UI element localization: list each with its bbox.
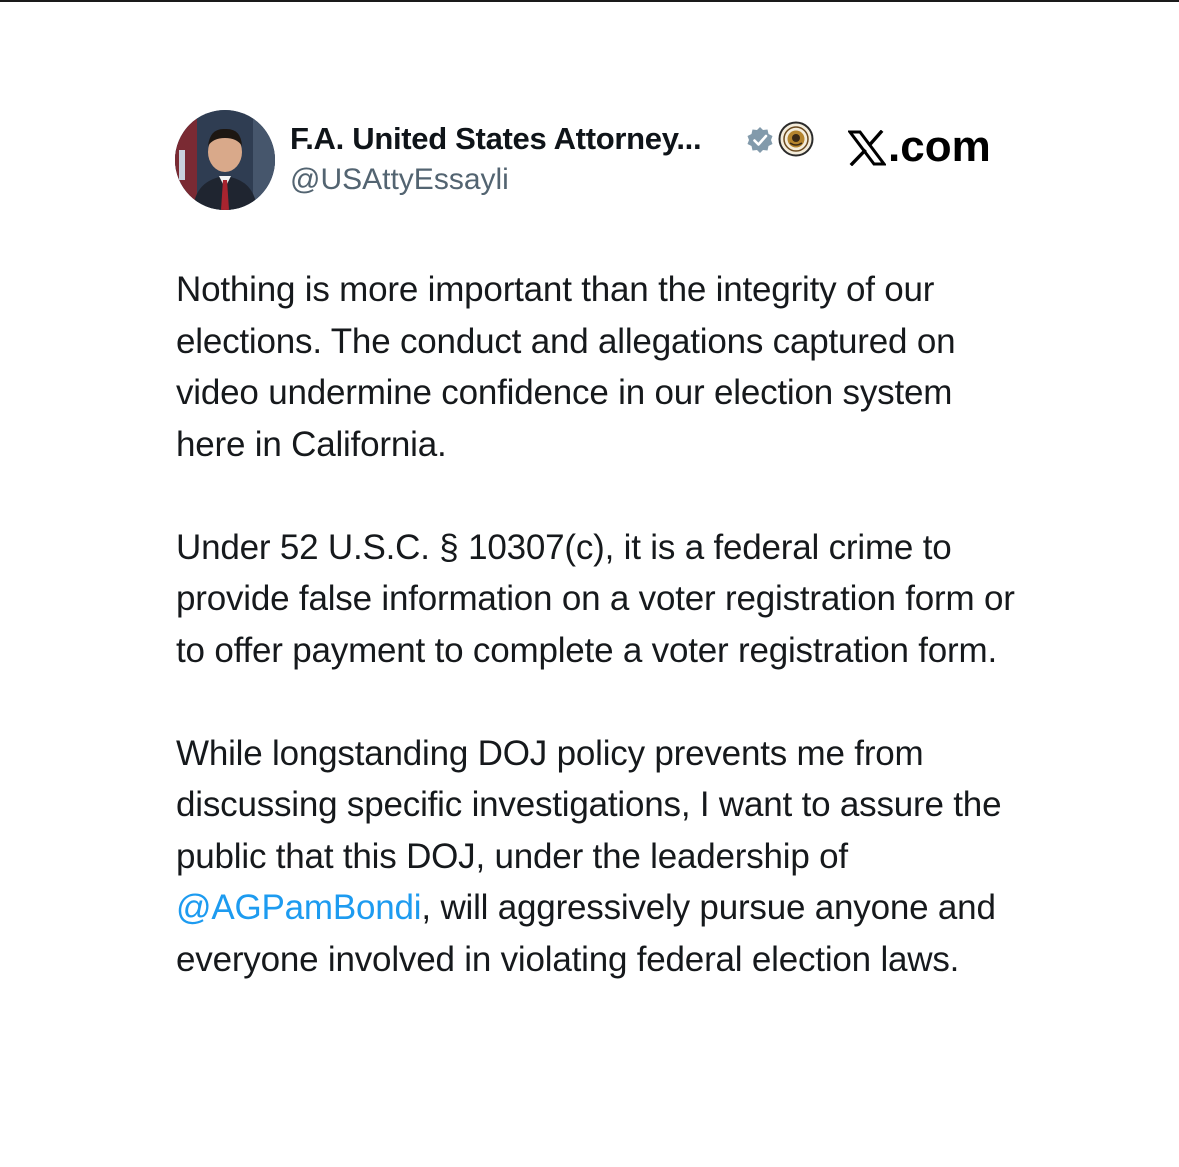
brand-domain-text: .com [888, 122, 991, 171]
author-handle[interactable]: @USAttyEssayli [290, 163, 509, 196]
paragraph-3-text-before: While longstanding DOJ policy prevents me from discussing specific investigations, I want to assure the public that this DOJ, under the leadership of [176, 733, 1002, 876]
avatar-image [175, 110, 275, 210]
avatar[interactable] [175, 110, 275, 210]
post-paragraph-1: Nothing is more important than the integrity of our elections. The conduct and allegations captured on video undermine confidence in our election system here in California. [176, 270, 956, 464]
x-logo-icon [848, 130, 886, 166]
author-display-name[interactable]: F.A. United States Attorney... [290, 121, 702, 156]
doj-seal-icon [778, 121, 814, 157]
brand-label [848, 122, 991, 172]
verified-badge-icon [745, 125, 775, 155]
post-paragraph-2: Under 52 U.S.C. § 10307(c), it is a federal crime to provide false information on a voter registration form or to offer payment to complete a voter registration form. [176, 527, 1015, 670]
post-body [176, 264, 1016, 985]
post-paragraph-3 [176, 728, 1016, 986]
paragraph-3-text-after: , will aggressively pursue anyone and everyone involved in violating federal election laws. [176, 888, 996, 979]
mention-link[interactable]: @AGPamBondi [176, 888, 422, 927]
